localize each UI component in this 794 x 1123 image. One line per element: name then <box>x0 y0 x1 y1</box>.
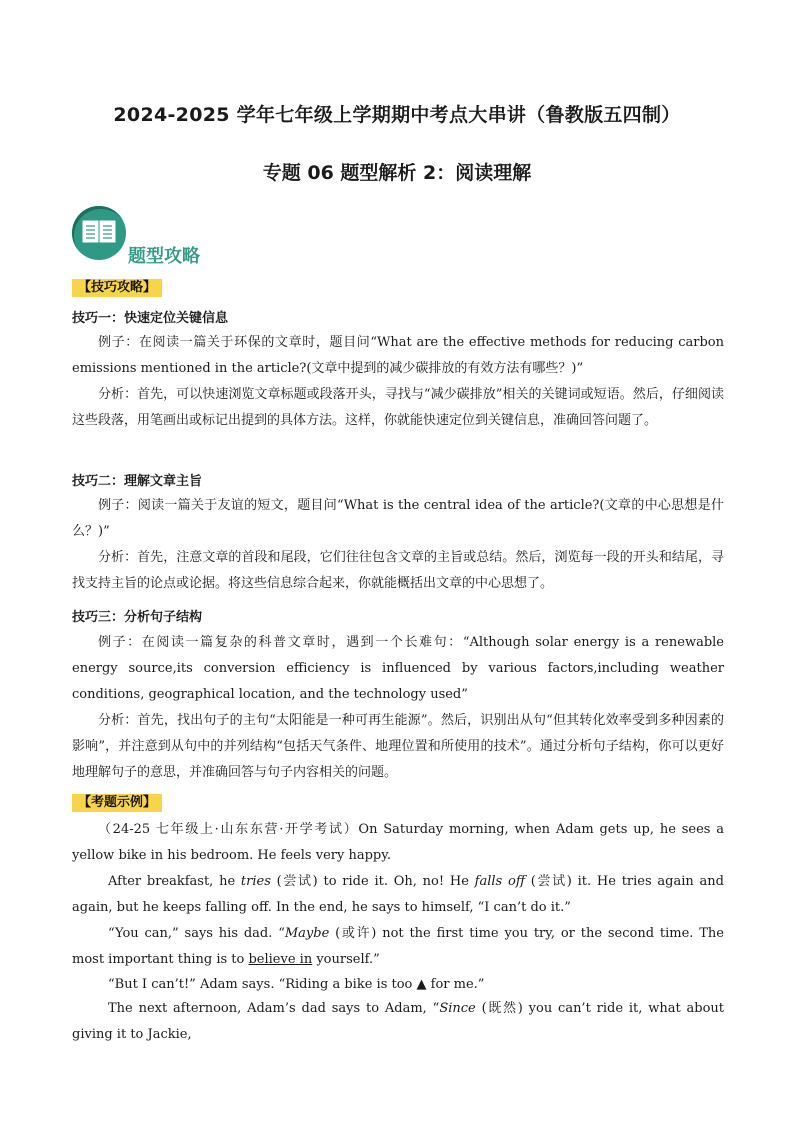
p5-word-since: Since <box>439 1001 476 1016</box>
p2-text-a: After breakfast, he <box>108 874 241 889</box>
tip3-heading: 技巧三：分析句子结构 <box>72 610 203 625</box>
p3-word-maybe: Maybe <box>284 926 330 941</box>
tip2-heading: 技巧二：理解文章主旨 <box>72 474 203 489</box>
tip3-example: 例子：在阅读一篇复杂的科普文章时，遇到一个长难句：“Although solar energy is a renewable energy source,its conversion efficiency is influenced by various factors,including weather conditions, geographical location, and the technology used” <box>72 635 724 702</box>
p2-text-b: (尝试) to ride it. Oh, no! He <box>270 874 475 889</box>
section-tag-examples: 【考题示例】 <box>72 794 162 812</box>
document-title: 2024-2025 学年七年级上学期期中考点大串讲（鲁教版五四制） <box>113 104 681 126</box>
passage-paragraph-4: “But I can’t!” Adam says. “Riding a bike is too ▲ for me.” <box>108 977 485 992</box>
tip1-heading: 技巧一：快速定位关键信息 <box>72 311 229 326</box>
p5-text-b: (既然) you can’t ride it, what about giving it to Jackie, <box>72 1001 725 1042</box>
p3-text-b: (或许) not the first time you try, or the second time. The most important thing is to <box>72 926 724 967</box>
tip3-analysis: 分析：首先，找出句子的主句“太阳能是一种可再生能源”。然后，识别出从句“但其转化效率受到多种因素的影响”，并注意到从句中的并列结构“包括天气条件、地理位置和所使用的技术”。通过分析句子结构，你可以更好地理解句子的意思，并准确回答与句子内容相关的问题。 <box>72 713 724 780</box>
passage-paragraph-3 <box>72 921 724 973</box>
p2-text-c: (尝试) it. He tries again and again, but he keeps falling off. In the end, he says to himself, “I can’t do it.” <box>72 874 724 915</box>
passage-paragraph-1: （24-25 七年级上·山东东营·开学考试）On Saturday morning, when Adam gets up, he sees a yellow bike in his bedroom. He feels very happy. <box>72 822 724 863</box>
passage-paragraph-2 <box>72 869 724 921</box>
tip1-example: 例子：在阅读一篇关于环保的文章时，题目问“What are the effective methods for reducing carbon emissions mentioned in the article?(文章中提到的减少碳排放的有效方法有哪些？)” <box>72 335 724 376</box>
book-icon <box>72 206 126 260</box>
p3-text-c: yourself.” <box>312 952 380 967</box>
banner-label: 题型攻略 <box>128 246 200 267</box>
p3-word-believe-in: believe in <box>248 952 313 967</box>
tip2-analysis: 分析：首先，注意文章的首段和尾段，它们往往包含文章的主旨或总结。然后，浏览每一段的开头和结尾，寻找支持主旨的论点或论据。将这些信息综合起来，你就能概括出文章的中心思想了。 <box>72 550 724 591</box>
p2-word-falls-off: falls off <box>474 874 526 889</box>
p5-text-a: The next afternoon, Adam’s dad says to Adam, “ <box>108 1001 440 1016</box>
section-tag-tips: 【技巧攻略】 <box>72 279 162 297</box>
document-subtitle: 专题 06 题型解析 2：阅读理解 <box>262 162 532 184</box>
p3-text-a: “You can,” says his dad. “ <box>108 926 285 941</box>
p2-word-tries: tries <box>240 874 271 889</box>
tip2-example: 例子：阅读一篇关于友谊的短文，题目问“What is the central idea of the article?(文章的中心思想是什么？)” <box>72 498 724 539</box>
tip1-analysis: 分析：首先，可以快速浏览文章标题或段落开头，寻找与“减少碳排放”相关的关键词或短语。然后，仔细阅读这些段落，用笔画出或标记出提到的具体方法。这样，你就能快速定位到关键信息，准确回答问题了。 <box>72 387 724 428</box>
section-banner <box>72 206 272 266</box>
passage-paragraph-5 <box>72 996 724 1048</box>
